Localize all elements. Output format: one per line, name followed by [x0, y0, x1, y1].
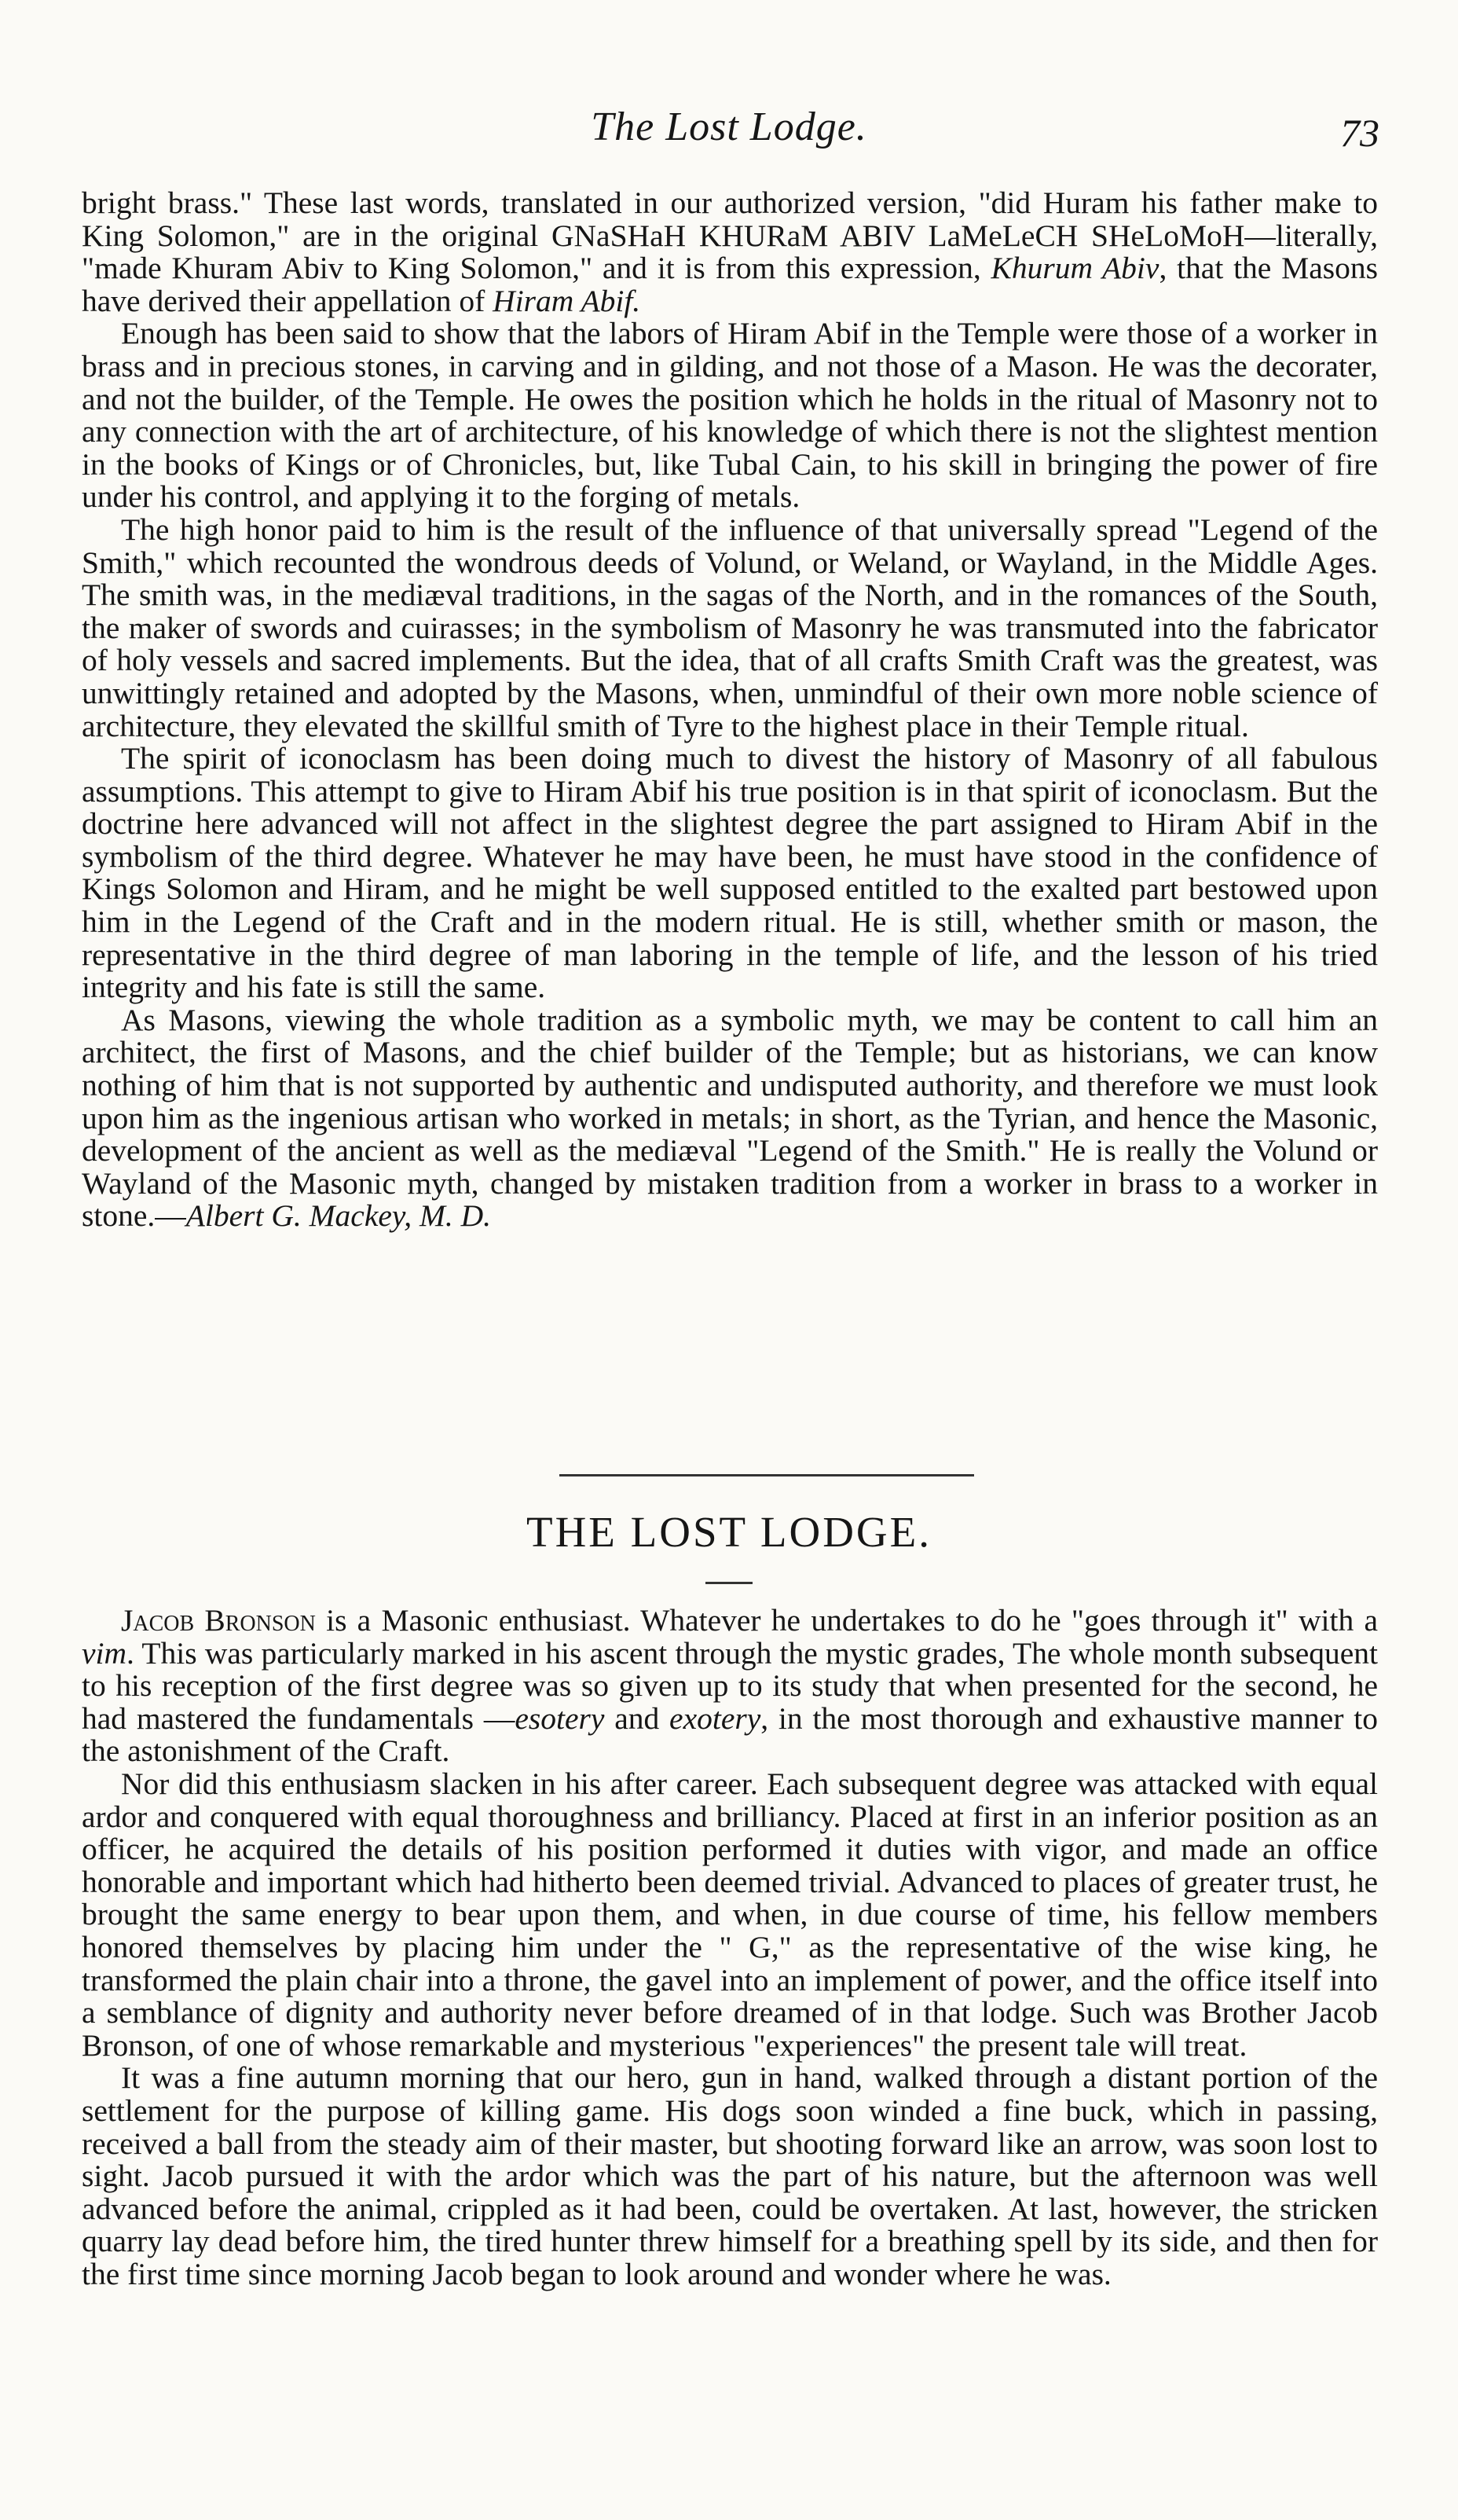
character-name: Jacob Bronson	[121, 1603, 316, 1638]
text-run: , in the most thorough and exhaustive manner to the astonishment of the Craft.	[82, 1700, 1379, 1769]
running-title: The Lost Lodge.	[591, 105, 867, 149]
text-run: . This was particularly marked in his ascent through the mystic grades, The whole month subsequent to his reception of the first degree was so given up to its study that when presented for the second, he had mastered the fundamentals —	[82, 1635, 1378, 1736]
article-continuation	[82, 187, 1378, 1233]
paragraph: Nor did this enthusiasm slacken in his after career. Each subsequent degree was attacked with equal ardor and conquered with equal thoroughness and brilliancy. Placed at first in an inferior position as an officer, he acquired the details of his position performed it duties with vigor, and made an office honorable and important which had hitherto been deemed trivial. Advanced to places of greater trust, he brought the same energy to bear upon them, and when, in due course of time, his fellow members honored themselves by placing him under the " G," as the representative of the wise king, he transformed the plain chair into a throne, the gavel into an implement of power, and the office itself into a semblance of dignity and authority never before dreamed of in that lodge. Such was Brother Jacob Bronson, of one of whose remarkable and mysterious "experiences" the present tale will treat.	[82, 1766, 1378, 2063]
running-head	[0, 104, 1458, 167]
section-divider	[559, 1474, 974, 1476]
title-underline	[705, 1582, 753, 1584]
italic-word: esotery	[515, 1700, 605, 1736]
paragraph: Enough has been said to show that the labors of Hiram Abif in the Temple were those of a worker in brass and in precious stones, in carving and in gilding, and not those of a Mason. He was the decorater, and not the builder, of the Temple. He owes the position which he holds in the ritual of Masonry not to any connection with the art of architecture, of his knowledge of which there is not the slightest mention in the books of Kings or of Chronicles, but, like Tubal Cain, to his skill in bringing the power of fire under his control, and applying it to the forging of metals.	[82, 316, 1378, 515]
paragraph: It was a fine autumn morning that our hero, gun in hand, walked through a distant portion of the settlement for the purpose of killing game. His dogs soon winded a fine buck, which in passing, received a ball from the steady aim of their master, but shooting forward like an arrow, was soon lost to sight. Jacob pursued it with the ardor which was the part of his nature, but the afternoon was well advanced before the animal, crippled as it had been, could be overtaken. At last, however, the stricken quarry lay dead before him, the tired hunter threw himself for a breathing spell by its side, and then for the first time since morning Jacob began to look around and wonder where he was.	[82, 2060, 1378, 2291]
text-run: , that the Masons have derived their appellation of	[82, 251, 1378, 318]
page-number: 73	[1340, 111, 1379, 155]
text-run: is a Masonic enthusiast. Whatever he undertakes to do he "goes through it" with a	[315, 1603, 1378, 1638]
italic-word: vim	[82, 1635, 127, 1671]
text-run: and	[604, 1700, 670, 1736]
text-run: As Masons, viewing the whole tradition as a symbolic myth, we may be content to call him an architect, the first of Masons, and the chief builder of the Temple; but as historians, we can know nothing of him that is not supported by authentic and undisputed authority, and therefore we must look upon him as the ingenious artisan who worked in metals; in short, as the Tyrian, and hence the Masonic, development of the ancient as well as the mediæval "Legend of the Smith." He is really the Volund or Wayland of the Masonic myth, changed by mistaken tradition from a worker in brass to a worker in stone.—	[82, 1002, 1378, 1234]
story-body	[82, 1605, 1378, 2291]
paragraph	[82, 1605, 1378, 1768]
paragraph	[82, 1004, 1378, 1233]
text-run: bright brass." These last words, translated in our authorized version, "did Huram his father make to King Solomon," are in the original GNaSHaH KHURaM ABIV LaMeLeCH SHeLoMoH—literally, "made Khuram Abiv to King Solomon," and it is from this expression,	[82, 185, 1378, 286]
paragraph: The spirit of iconoclasm has been doing much to divest the history of Masonry of all fabulous assumptions. This attempt to give to Hiram Abif his true position is in that spirit of iconoclasm. But the doctrine here advanced will not affect in the slightest degree the part assigned to Hiram Abif in the symbolism of the third degree. Whatever he may have been, he must have stood in the confidence of Kings Solomon and Hiram, and he might be well supposed entitled to the exalted part bestowed upon him in the Legend of the Craft and in the modern ritual. He is still, whether smith or mason, the representative in the third degree of man laboring in the temple of life, and the lesson of his tried integrity and his fate is still the same.	[82, 741, 1378, 1005]
author-signature: Albert G. Mackey, M. D.	[185, 1198, 492, 1234]
story-title: THE LOST LODGE.	[526, 1508, 932, 1556]
paragraph: The high honor paid to him is the result of the influence of that universally spread "Legend of the Smith," which recounted the wondrous deeds of Volund, or Weland, or Wayland, in the Middle Ages. The smith was, in the mediæval traditions, in the sagas of the North, and in the romances of the South, the maker of swords and cuirasses; in the symbolism of Masonry he was transmuted into the fabricator of holy vessels and sacred implements. But the idea, that of all crafts Smith Craft was the greatest, was unwittingly retained and adopted by the Masons, when, unmindful of their own more noble science of architecture, they elevated the skillful smith of Tyre to the highest place in their Temple ritual.	[82, 512, 1378, 743]
italic-phrase: Hiram Abif.	[493, 283, 641, 318]
paragraph	[82, 187, 1378, 317]
italic-word: exotery	[669, 1700, 761, 1736]
italic-phrase: Khurum Abiv	[991, 251, 1159, 286]
